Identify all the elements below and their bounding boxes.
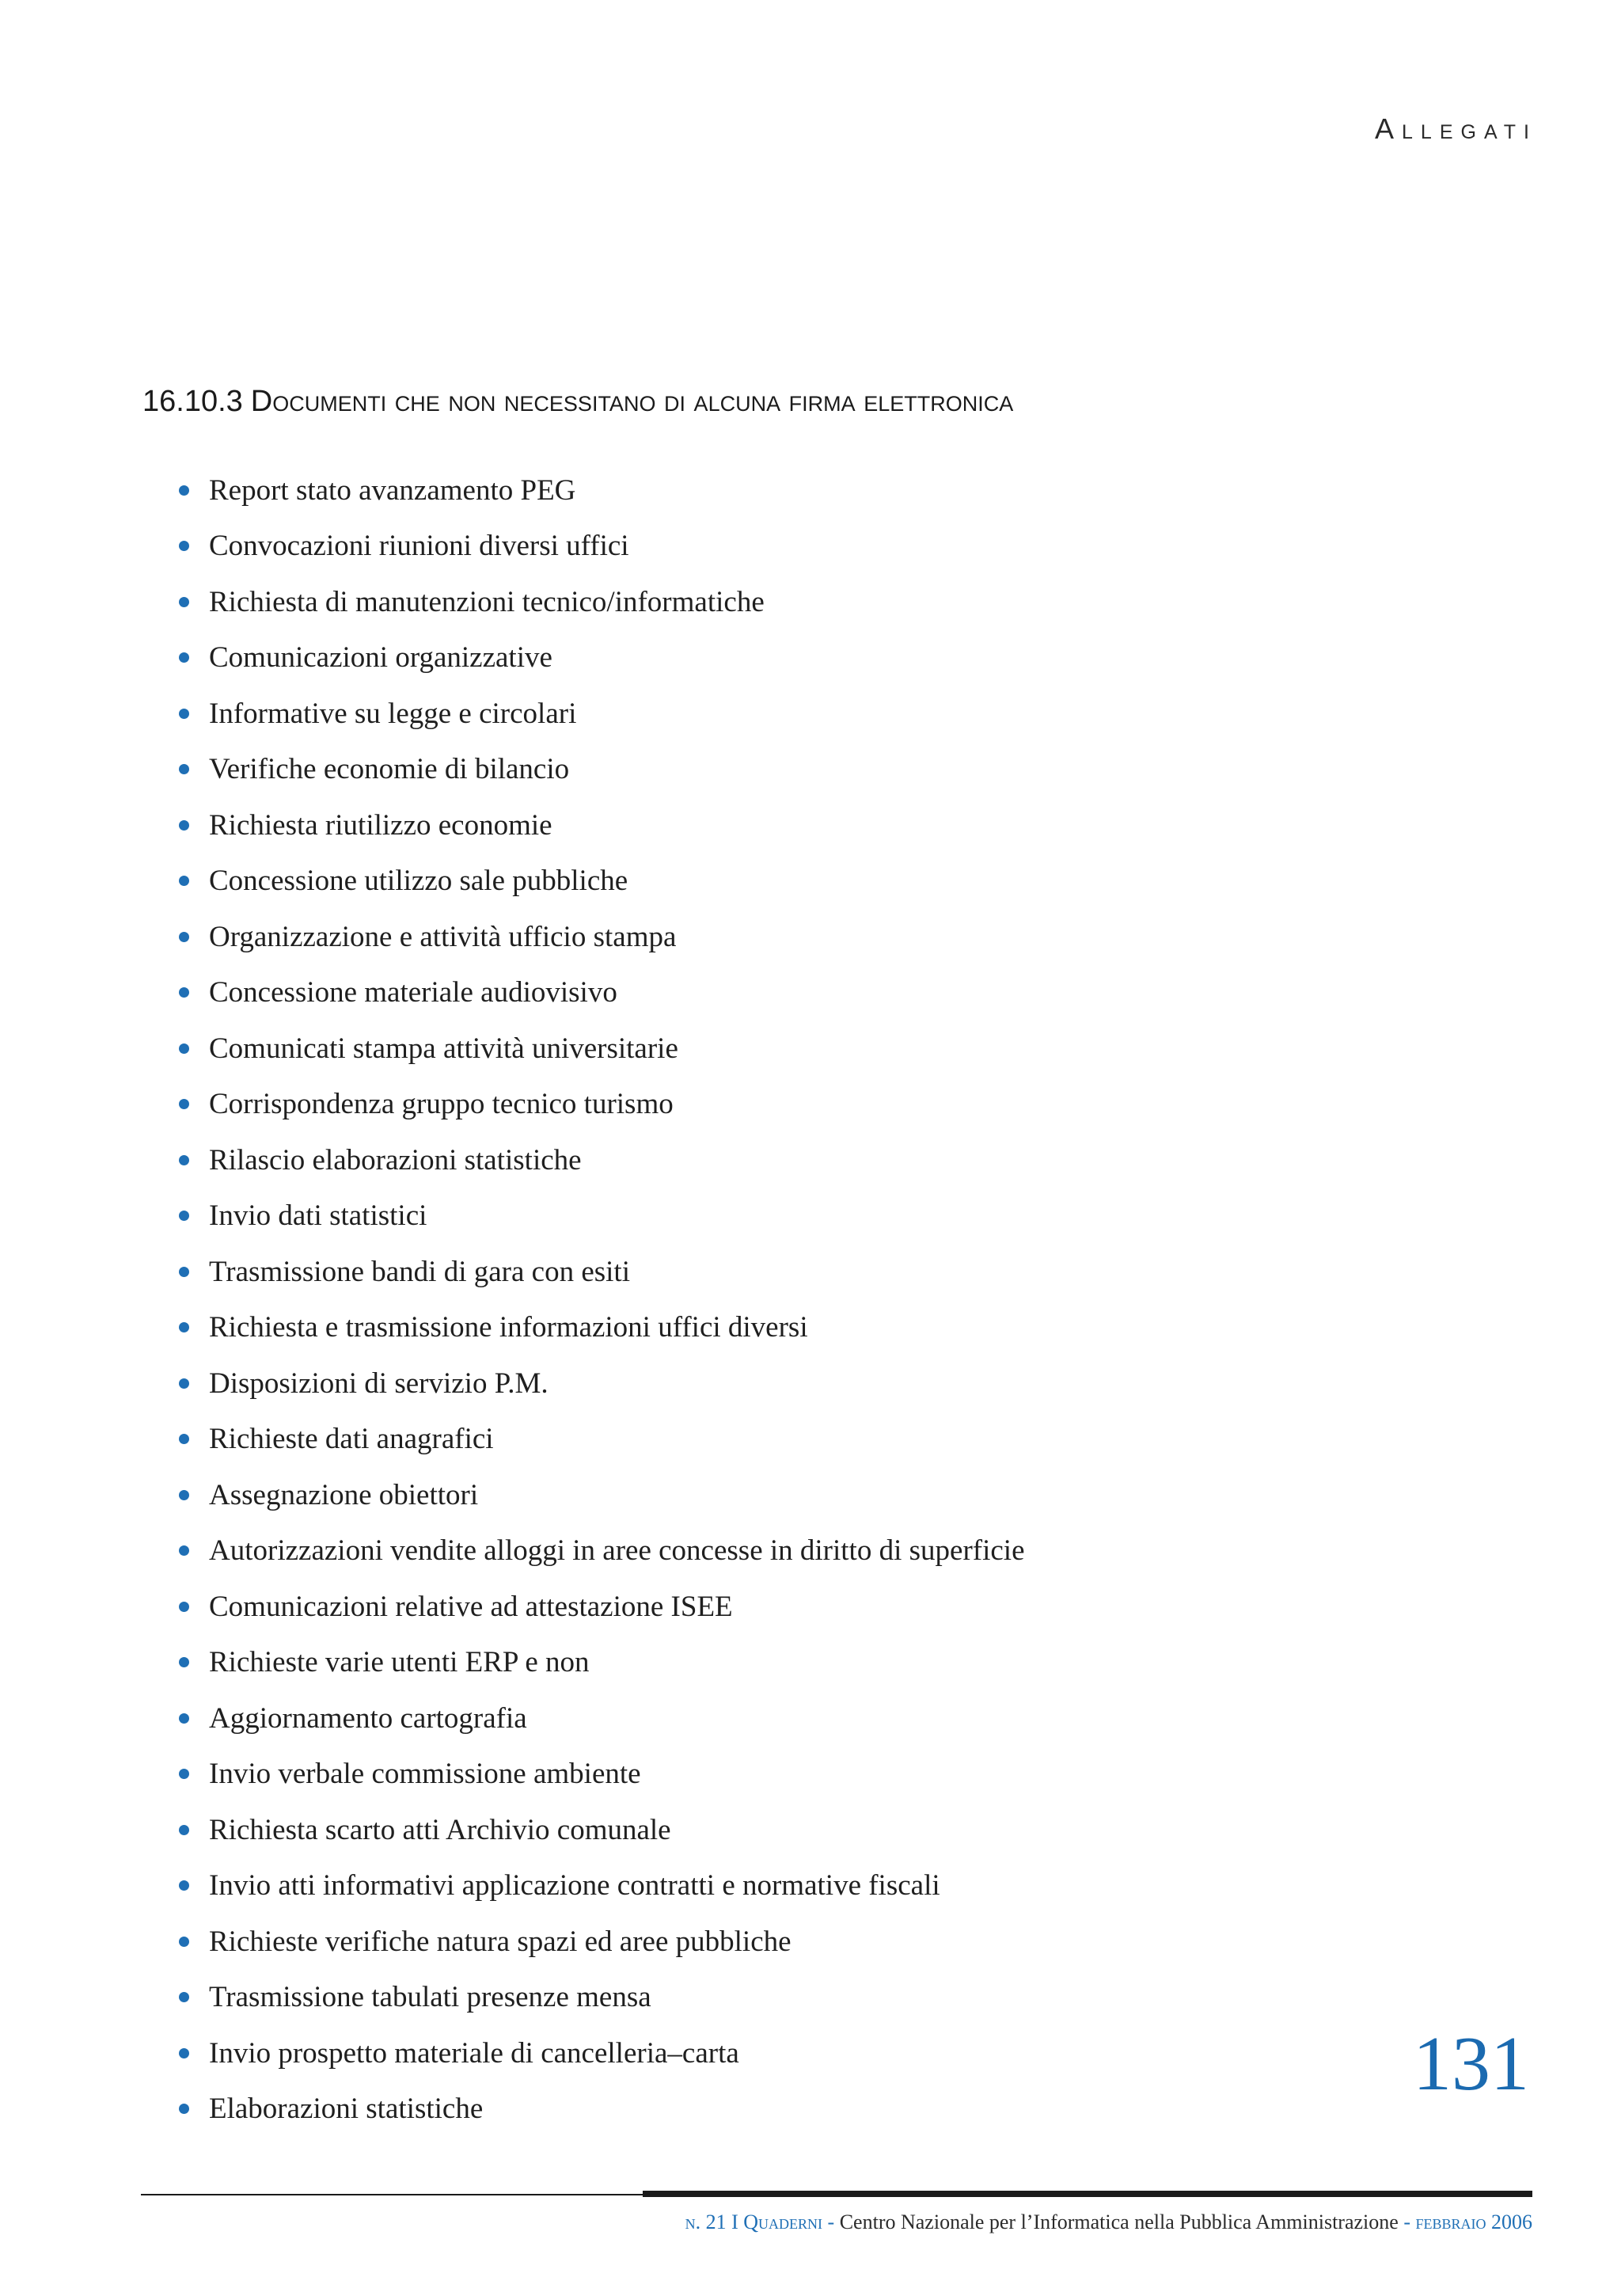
bullet-icon [179, 597, 189, 607]
list-item [179, 1021, 1025, 1077]
document-list [179, 462, 1025, 2137]
list-item-text: Invio atti informativi applicazione contratti e normative fiscali [209, 1869, 940, 1903]
bullet-icon [179, 764, 189, 774]
bullet-icon [179, 485, 189, 496]
list-item-text: Report stato avanzamento PEG [209, 473, 576, 507]
list-item-text: Invio prospetto materiale di cancelleria–carta [209, 2036, 739, 2070]
bullet-icon [179, 1043, 189, 1054]
list-item [179, 686, 1025, 742]
section-heading [142, 385, 1013, 419]
bullet-icon [179, 1880, 189, 1891]
bullet-icon [179, 2048, 189, 2058]
list-item [179, 1635, 1025, 1691]
list-item [179, 1077, 1025, 1133]
list-item [179, 2025, 1025, 2081]
bullet-icon [179, 987, 189, 998]
list-item [179, 1858, 1025, 1914]
list-item-text: Richieste dati anagrafici [209, 1423, 494, 1456]
page-number: 131 [1413, 2021, 1529, 2107]
list-item-text: Concessione utilizzo sale pubbliche [209, 865, 628, 898]
list-item-text: Convocazioni riunioni diversi uffici [209, 530, 629, 563]
list-item-text: Organizzazione e attività ufficio stampa [209, 920, 677, 953]
bullet-icon [179, 876, 189, 886]
footer-issue: n. 21 [685, 2210, 727, 2233]
list-item-text: Richiesta e trasmissione informazioni uffici diversi [209, 1311, 808, 1344]
bullet-icon [179, 2104, 189, 2114]
bullet-icon [179, 1545, 189, 1556]
list-item-text: Comunicati stampa attività universitarie [209, 1032, 678, 1065]
list-item [179, 2081, 1025, 2138]
list-item-text: Assegnazione obiettori [209, 1478, 479, 1511]
list-item [179, 1523, 1025, 1579]
list-item-text: Verifiche economie di bilancio [209, 753, 570, 786]
footer-dash: - [827, 2210, 835, 2233]
list-item [179, 965, 1025, 1021]
bullet-icon [179, 1322, 189, 1332]
list-item-text: Informative su legge e circolari [209, 697, 577, 730]
list-item-text: Rilascio elaborazioni statistiche [209, 1143, 582, 1177]
list-item [179, 1802, 1025, 1858]
bullet-icon [179, 1211, 189, 1221]
list-item [179, 1188, 1025, 1245]
list-item-text: Invio verbale commissione ambiente [209, 1758, 641, 1791]
list-item [179, 1412, 1025, 1468]
running-header: Allegati [1375, 112, 1537, 145]
list-item-text: Disposizioni di servizio P.M. [209, 1367, 549, 1400]
list-item-text: Concessione materiale audiovisivo [209, 976, 617, 1009]
list-item-text: Autorizzazioni vendite alloggi in aree concesse in diritto di superficie [209, 1534, 1025, 1568]
bullet-icon [179, 1992, 189, 2002]
list-item [179, 1355, 1025, 1412]
list-item-text: Richiesta di manutenzioni tecnico/informatiche [209, 585, 765, 618]
list-item [179, 519, 1025, 575]
list-item-text: Invio dati statistici [209, 1199, 427, 1233]
bullet-icon [179, 1657, 189, 1667]
list-item [179, 742, 1025, 798]
bullet-icon [179, 932, 189, 942]
bullet-icon [179, 1434, 189, 1444]
list-item [179, 462, 1025, 519]
list-item [179, 1132, 1025, 1188]
list-item [179, 1300, 1025, 1356]
list-item [179, 853, 1025, 910]
footer [685, 2210, 1532, 2234]
bullet-icon [179, 1267, 189, 1277]
list-item [179, 1579, 1025, 1635]
footer-date: febbraio 2006 [1415, 2210, 1532, 2233]
list-item-text: Comunicazioni organizzative [209, 641, 552, 675]
footer-publisher: Centro Nazionale per l’Informatica nella Pubblica Amministrazione [839, 2210, 1399, 2233]
list-item-text: Trasmissione bandi di gara con esiti [209, 1255, 630, 1288]
list-item [179, 630, 1025, 686]
bullet-icon [179, 709, 189, 719]
list-item [179, 574, 1025, 630]
list-item-text: Richieste varie utenti ERP e non [209, 1646, 590, 1679]
footer-dash: - [1403, 2210, 1410, 2233]
footer-separator: I [731, 2210, 738, 2233]
list-item-text: Richiesta scarto atti Archivio comunale [209, 1813, 671, 1846]
bullet-icon [179, 1378, 189, 1389]
bullet-icon [179, 1099, 189, 1109]
list-item-text: Richieste verifiche natura spazi ed aree pubbliche [209, 1925, 792, 1958]
bullet-icon [179, 1937, 189, 1947]
section-number: 16.10.3 [142, 385, 243, 418]
bullet-icon [179, 1769, 189, 1779]
list-item-text: Aggiornamento cartografia [209, 1701, 527, 1735]
list-item [179, 1467, 1025, 1523]
list-item [179, 1747, 1025, 1803]
bullet-icon [179, 1602, 189, 1612]
list-item [179, 1244, 1025, 1300]
list-item-text: Trasmissione tabulati presenze mensa [209, 1981, 651, 2014]
list-item [179, 1914, 1025, 1970]
list-item [179, 797, 1025, 853]
list-item [179, 909, 1025, 965]
list-item-text: Comunicazioni relative ad attestazione ISEE [209, 1590, 733, 1623]
bullet-icon [179, 1713, 189, 1724]
list-item-text: Corrispondenza gruppo tecnico turismo [209, 1088, 674, 1121]
bullet-icon [179, 1825, 189, 1835]
list-item [179, 1970, 1025, 2026]
list-item [179, 1690, 1025, 1747]
bullet-icon [179, 1155, 189, 1165]
footer-divider-thick [643, 2191, 1532, 2197]
list-item-text: Elaborazioni statistiche [209, 2093, 484, 2126]
bullet-icon [179, 1490, 189, 1500]
bullet-icon [179, 820, 189, 831]
list-item-text: Richiesta riutilizzo economie [209, 808, 552, 842]
bullet-icon [179, 652, 189, 663]
footer-divider-thin [141, 2194, 644, 2195]
footer-series: Quaderni [743, 2210, 823, 2233]
section-title: Documenti che non necessitano di alcuna firma elettronica [250, 385, 1014, 418]
bullet-icon [179, 541, 189, 551]
